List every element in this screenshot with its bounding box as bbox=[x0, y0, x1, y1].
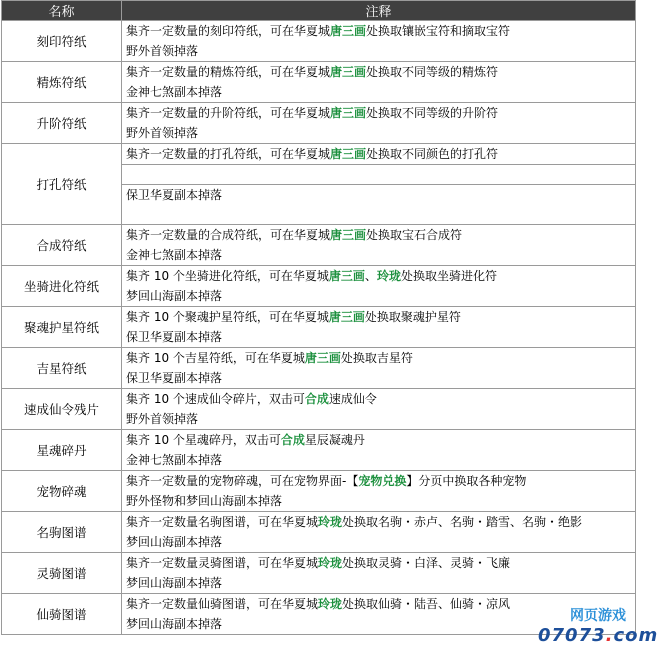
note-line bbox=[122, 184, 635, 205]
note-line bbox=[122, 103, 635, 123]
note-line bbox=[122, 82, 635, 102]
table-row bbox=[2, 62, 636, 103]
table-header-row bbox=[2, 1, 636, 21]
item-name: 宠物碎魂 bbox=[2, 471, 122, 512]
header-note: 注释 bbox=[122, 1, 636, 21]
header-name: 名称 bbox=[2, 1, 122, 21]
item-name: 合成符纸 bbox=[2, 225, 122, 266]
note-line bbox=[122, 594, 635, 614]
highlight-text: 唐三画 bbox=[304, 351, 341, 365]
highlight-text: 唐三画 bbox=[328, 310, 365, 324]
note-text: 、 bbox=[364, 269, 377, 283]
note-text: 梦回山海副本掉落 bbox=[126, 289, 223, 303]
table-row bbox=[2, 553, 636, 594]
note-text: 集齐一定数量的打孔符纸，可在华夏城 bbox=[126, 147, 331, 161]
note-text: 野外首领掉落 bbox=[126, 44, 199, 58]
note-text: 处换取不同颜色的打孔符 bbox=[366, 147, 499, 161]
note-text: 处换取镶嵌宝符和摘取宝符 bbox=[366, 24, 511, 38]
note-line bbox=[122, 430, 635, 450]
note-text: 处换取不同等级的精炼符 bbox=[366, 65, 499, 79]
highlight-text: 玲珑 bbox=[318, 556, 343, 570]
note-line bbox=[122, 266, 635, 286]
item-table bbox=[1, 0, 636, 635]
empty-band bbox=[122, 164, 635, 184]
note-line bbox=[122, 348, 635, 368]
table-row bbox=[2, 594, 636, 635]
watermark-top: 网页游戏 bbox=[538, 607, 630, 625]
note-text: 处换取仙骑・陆吾、仙骑・凉风 bbox=[342, 597, 511, 611]
note-line bbox=[122, 41, 635, 61]
note-text: 金神七煞副本掉落 bbox=[126, 248, 223, 262]
item-name: 刻印符纸 bbox=[2, 21, 122, 62]
watermark-logo-b: com bbox=[613, 625, 658, 646]
item-name: 聚魂护星符纸 bbox=[2, 307, 122, 348]
highlight-text: 唐三画 bbox=[330, 65, 367, 79]
table-row bbox=[2, 348, 636, 389]
highlight-text: 合成 bbox=[280, 433, 305, 447]
table-row bbox=[2, 430, 636, 471]
note-text: 野外怪物和梦回山海副本掉落 bbox=[126, 494, 283, 508]
note-line bbox=[122, 614, 635, 634]
note-line bbox=[122, 573, 635, 593]
item-name: 坐骑进化符纸 bbox=[2, 266, 122, 307]
note-text: 处换取吉星符 bbox=[340, 351, 413, 365]
item-note bbox=[122, 430, 636, 471]
highlight-text: 玲珑 bbox=[376, 269, 401, 283]
note-line bbox=[122, 327, 635, 347]
item-name: 灵骑图谱 bbox=[2, 553, 122, 594]
item-note bbox=[122, 553, 636, 594]
note-line bbox=[122, 225, 635, 245]
note-text: 处换取灵骑・白泽、灵骑・飞廉 bbox=[342, 556, 511, 570]
note-text: 集齐一定数量的刻印符纸，可在华夏城 bbox=[126, 24, 331, 38]
note-text: 保卫华夏副本掉落 bbox=[126, 371, 223, 385]
note-text: 集齐 10 个星魂碎丹，双击可 bbox=[126, 433, 281, 447]
item-name: 名驹图谱 bbox=[2, 512, 122, 553]
item-name: 精炼符纸 bbox=[2, 62, 122, 103]
note-text: 金神七煞副本掉落 bbox=[126, 85, 223, 99]
item-name: 速成仙令残片 bbox=[2, 389, 122, 430]
item-note bbox=[122, 21, 636, 62]
note-line bbox=[122, 245, 635, 265]
table-row bbox=[2, 389, 636, 430]
highlight-text: 合成 bbox=[304, 392, 329, 406]
table-row bbox=[2, 103, 636, 144]
note-text: 集齐一定数量的精炼符纸，可在华夏城 bbox=[126, 65, 331, 79]
note-text: 集齐 10 个速成仙令碎片，双击可 bbox=[126, 392, 305, 406]
note-line bbox=[122, 307, 635, 327]
highlight-text: 宠物兑换 bbox=[358, 474, 407, 488]
table-row bbox=[2, 266, 636, 307]
highlight-text: 玲珑 bbox=[318, 597, 343, 611]
item-name: 仙骑图谱 bbox=[2, 594, 122, 635]
note-text: 处换取不同等级的升阶符 bbox=[366, 106, 499, 120]
item-note bbox=[122, 62, 636, 103]
note-text: 梦回山海副本掉落 bbox=[126, 535, 223, 549]
note-text: 集齐一定数量灵骑图谱，可在华夏城 bbox=[126, 556, 319, 570]
note-text: 梦回山海副本掉落 bbox=[126, 617, 223, 631]
item-note bbox=[122, 103, 636, 144]
item-name: 吉星符纸 bbox=[2, 348, 122, 389]
note-line bbox=[122, 471, 635, 491]
note-text: 集齐一定数量仙骑图谱，可在华夏城 bbox=[126, 597, 319, 611]
note-text: 集齐 10 个坐骑进化符纸，可在华夏城 bbox=[126, 269, 329, 283]
note-text: 处换取坐骑进化符 bbox=[400, 269, 497, 283]
item-name: 升阶符纸 bbox=[2, 103, 122, 144]
note-line bbox=[122, 21, 635, 41]
note-text: 处换取宝石合成符 bbox=[366, 228, 463, 242]
table-row bbox=[2, 512, 636, 553]
note-text: 处换取聚魂护星符 bbox=[364, 310, 461, 324]
note-line bbox=[122, 450, 635, 470]
note-text: 保卫华夏副本掉落 bbox=[126, 330, 223, 344]
highlight-text: 唐三画 bbox=[330, 147, 367, 161]
note-line bbox=[122, 553, 635, 573]
note-line bbox=[122, 512, 635, 532]
highlight-text: 玲珑 bbox=[318, 515, 343, 529]
table-row bbox=[2, 307, 636, 348]
note-line bbox=[122, 491, 635, 511]
note-text: 集齐一定数量的升阶符纸，可在华夏城 bbox=[126, 106, 331, 120]
table-row bbox=[2, 471, 636, 512]
table-row bbox=[2, 225, 636, 266]
watermark-logo-dot: . bbox=[605, 625, 614, 646]
item-note bbox=[122, 144, 636, 225]
item-note bbox=[122, 471, 636, 512]
item-note bbox=[122, 225, 636, 266]
highlight-text: 唐三画 bbox=[328, 269, 365, 283]
note-text: 集齐 10 个聚魂护星符纸，可在华夏城 bbox=[126, 310, 329, 324]
note-text: 集齐 10 个吉星符纸，可在华夏城 bbox=[126, 351, 305, 365]
note-text: 速成仙令 bbox=[328, 392, 377, 406]
item-note bbox=[122, 266, 636, 307]
note-line bbox=[122, 389, 635, 409]
note-text: 金神七煞副本掉落 bbox=[126, 453, 223, 467]
item-name: 星魂碎丹 bbox=[2, 430, 122, 471]
watermark-logo-a: 07073 bbox=[538, 625, 606, 646]
note-line bbox=[122, 62, 635, 82]
note-text: 】分页中换取各种宠物 bbox=[406, 474, 527, 488]
note-line bbox=[122, 144, 635, 164]
note-line bbox=[122, 368, 635, 388]
highlight-text: 唐三画 bbox=[330, 24, 367, 38]
item-name: 打孔符纸 bbox=[2, 144, 122, 225]
note-line bbox=[122, 409, 635, 429]
note-line bbox=[122, 123, 635, 143]
highlight-text: 唐三画 bbox=[330, 106, 367, 120]
table-row bbox=[2, 21, 636, 62]
highlight-text: 唐三画 bbox=[330, 228, 367, 242]
item-note bbox=[122, 389, 636, 430]
table-row bbox=[2, 144, 636, 225]
note-text: 星辰凝魂丹 bbox=[304, 433, 365, 447]
note-text: 集齐一定数量名驹图谱，可在华夏城 bbox=[126, 515, 319, 529]
item-note bbox=[122, 594, 636, 635]
note-text: 野外首领掉落 bbox=[126, 126, 199, 140]
item-note bbox=[122, 307, 636, 348]
note-text: 集齐一定数量的宠物碎魂，可在宠物界面-【 bbox=[126, 474, 359, 488]
item-note bbox=[122, 348, 636, 389]
item-note bbox=[122, 512, 636, 553]
note-text: 保卫华夏副本掉落 bbox=[126, 188, 223, 202]
note-text: 野外首领掉落 bbox=[126, 412, 199, 426]
note-text: 处换取名驹・赤卢、名驹・踏雪、名驹・绝影 bbox=[342, 515, 583, 529]
note-text: 集齐一定数量的合成符纸，可在华夏城 bbox=[126, 228, 331, 242]
note-line bbox=[122, 532, 635, 552]
note-line bbox=[122, 286, 635, 306]
note-text: 梦回山海副本掉落 bbox=[126, 576, 223, 590]
